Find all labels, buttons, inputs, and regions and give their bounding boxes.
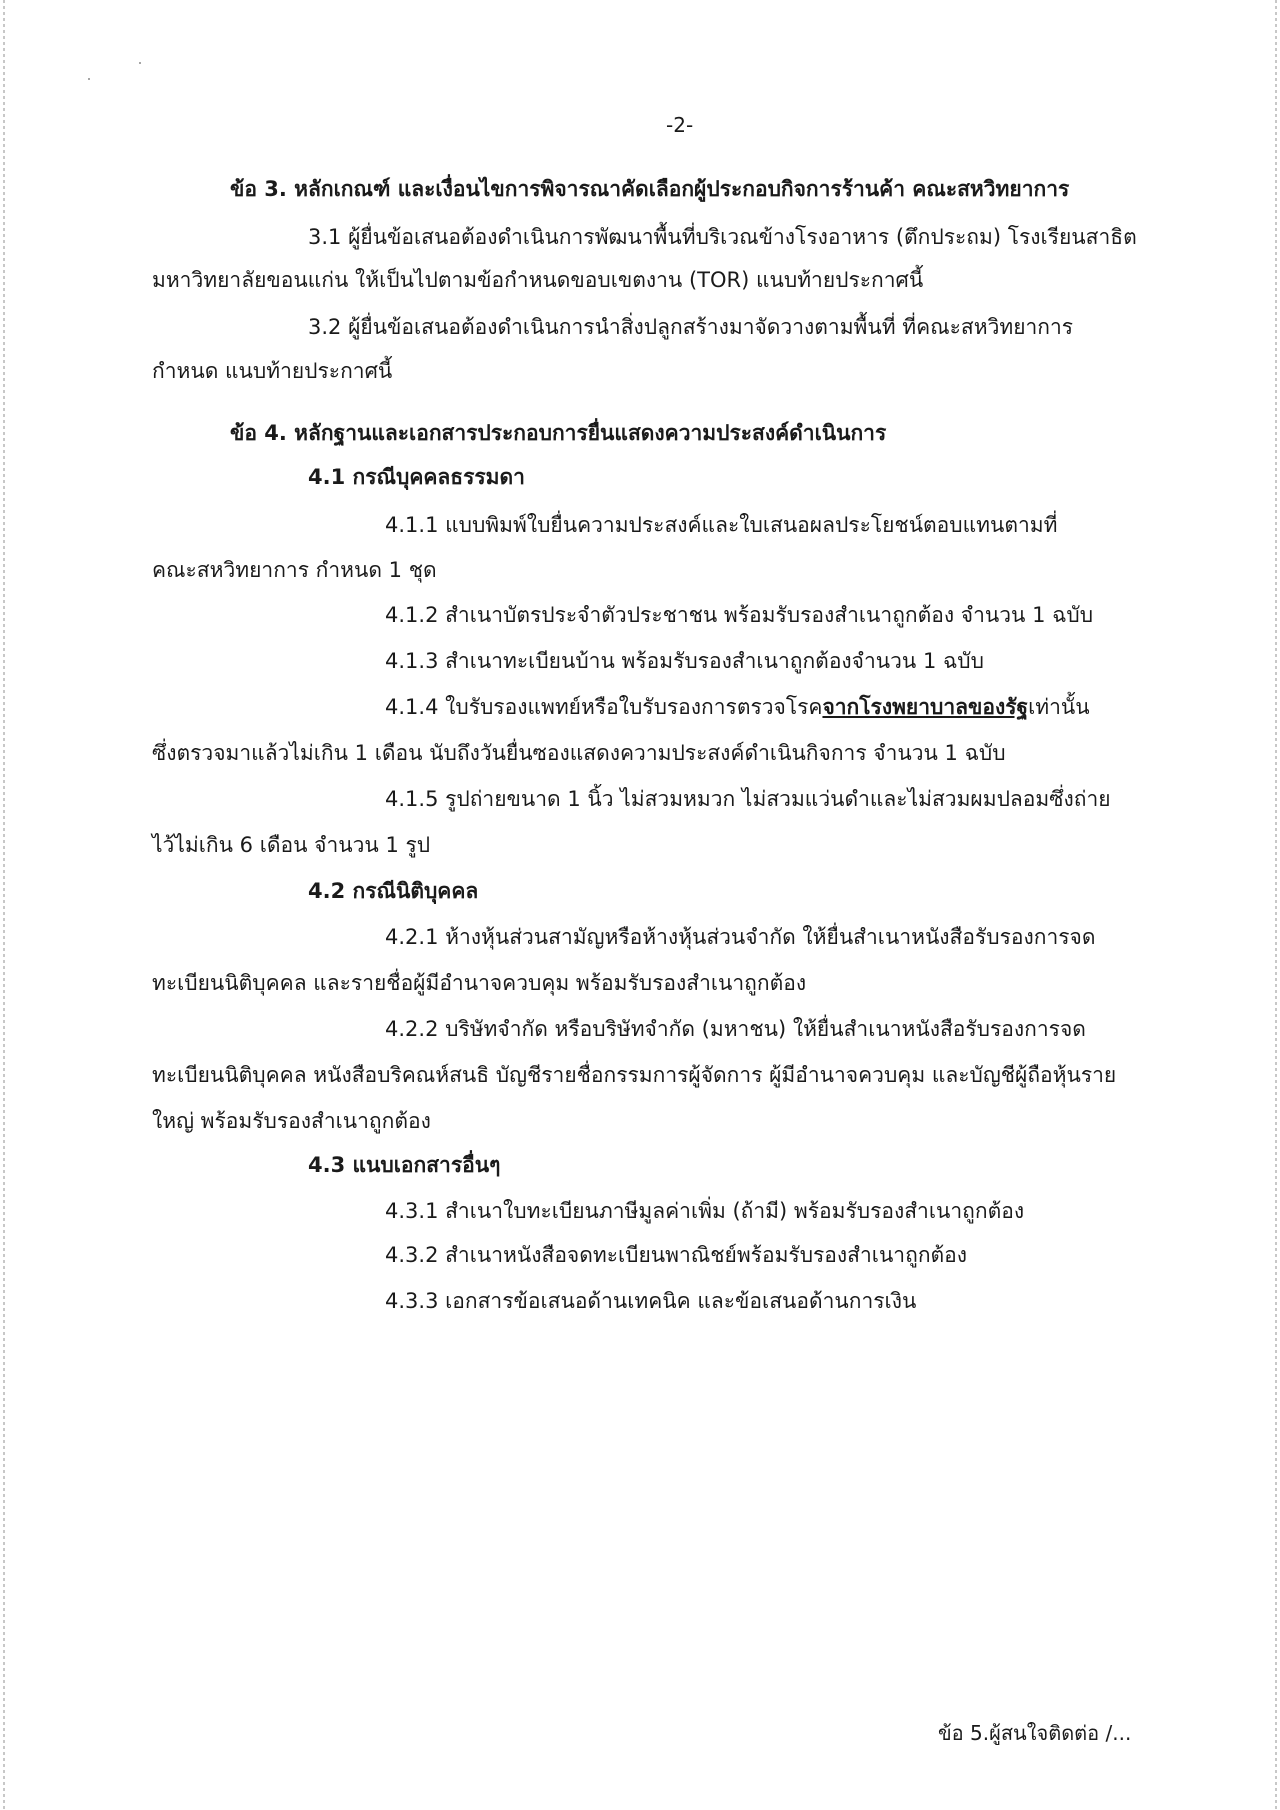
government-hospital-emphasis: จากโรงพยาบาลของรัฐ [822, 695, 1029, 719]
item-3-2-line-1: 3.2 ผู้ยื่นข้อเสนอต้องดำเนินการนำสิ่งปลูกสร้างมาจัดวางตามพื้นที่ ที่คณะสหวิทยาการ [308, 315, 1074, 339]
item-4-1-1-line-2: คณะสหวิทยาการ กำหนด 1 ชุด [152, 558, 437, 582]
item-4-3-2: 4.3.2 สำเนาหนังสือจดทะเบียนพาณิชย์พร้อมรับรองสำเนาถูกต้อง [385, 1243, 968, 1267]
item-4-1-1-line-1: 4.1.1 แบบพิมพ์ใบยื่นความประสงค์และใบเสนอผลประโยชน์ตอบแทนตามที่ [385, 513, 1058, 537]
subsection-4-3-title: 4.3 แนบเอกสารอื่นๆ [308, 1153, 501, 1177]
item-4-2-2-line-1: 4.2.2 บริษัทจำกัด หรือบริษัทจำกัด (มหาชน) ให้ยื่นสำเนาหนังสือรับรองการจด [385, 1017, 1086, 1041]
item-4-1-3: 4.1.3 สำเนาทะเบียนบ้าน พร้อมรับรองสำเนาถูกต้องจำนวน 1 ฉบับ [385, 649, 984, 673]
subsection-4-1-title: 4.1 กรณีบุคคลธรรมดา [308, 465, 525, 489]
item-4-3-1: 4.3.1 สำเนาใบทะเบียนภาษีมูลค่าเพิ่ม (ถ้ามี) พร้อมรับรองสำเนาถูกต้อง [385, 1199, 1025, 1223]
item-4-2-2-line-3: ใหญ่ พร้อมรับรองสำเนาถูกต้อง [152, 1109, 431, 1133]
item-4-2-2-line-2: ทะเบียนนิติบุคคล หนังสือบริคณห์สนธิ บัญชีรายชื่อกรรมการผู้จัดการ ผู้มีอำนาจควบคุม และบัญชีผู้ถือหุ้นราย [152, 1063, 1117, 1087]
footer-continuation-note: ข้อ 5.ผู้สนใจติดต่อ /... [938, 1721, 1132, 1745]
item-3-2-line-2: กำหนด แนบท้ายประกาศนี้ [152, 359, 393, 383]
section-4-heading: ข้อ 4. หลักฐานและเอกสารประกอบการยื่นแสดงความประสงค์ดำเนินการ [230, 421, 887, 445]
item-4-1-2: 4.1.2 สำเนาบัตรประจำตัวประชาชน พร้อมรับรองสำเนาถูกต้อง จำนวน 1 ฉบับ [385, 603, 1094, 627]
item-4-1-4-line-2: ซึ่งตรวจมาแล้วไม่เกิน 1 เดือน นับถึงวันยื่นซองแสดงความประสงค์ดำเนินกิจการ จำนวน 1 ฉบับ [152, 741, 1006, 765]
page-number: -2- [666, 113, 694, 137]
item-4-1-4-prefix: 4.1.4 ใบรับรองแพทย์หรือใบรับรองการตรวจโรค [385, 695, 823, 719]
item-3-1-line-1: 3.1 ผู้ยื่นข้อเสนอต้องดำเนินการพัฒนาพื้นที่บริเวณข้างโรงอาหาร (ตึกประถม) โรงเรียนสาธิต [308, 225, 1137, 249]
item-4-1-4-suffix: เท่านั้น [1028, 695, 1090, 719]
item-3-1-line-2: มหาวิทยาลัยขอนแก่น ให้เป็นไปตามข้อกำหนดขอบเขตงาน (TOR) แนบท้ายประกาศนี้ [152, 268, 924, 292]
scan-dust-mark [139, 62, 141, 64]
item-4-2-1-line-1: 4.2.1 ห้างหุ้นส่วนสามัญหรือห้างหุ้นส่วนจำกัด ให้ยื่นสำเนาหนังสือรับรองการจด [385, 925, 1096, 949]
item-4-2-1-line-2: ทะเบียนนิติบุคคล และรายชื่อผู้มีอำนาจควบคุม พร้อมรับรองสำเนาถูกต้อง [152, 971, 807, 995]
scan-edge-left [3, 0, 5, 1810]
scan-edge-right [1275, 0, 1277, 1810]
item-4-1-5-line-2: ไว้ไม่เกิน 6 เดือน จำนวน 1 รูป [152, 833, 431, 857]
subsection-4-2-title: 4.2 กรณีนิติบุคคล [308, 879, 479, 903]
scan-dust-mark [88, 78, 90, 80]
section-3-heading: ข้อ 3. หลักเกณฑ์ และเงื่อนไขการพิจารณาคัดเลือกผู้ประกอบกิจการร้านค้า คณะสหวิทยาการ [230, 177, 1070, 201]
item-4-1-4-line-1 [385, 692, 1090, 722]
item-4-3-3: 4.3.3 เอกสารข้อเสนอด้านเทคนิค และข้อเสนอด้านการเงิน [385, 1289, 917, 1313]
item-4-1-5-line-1: 4.1.5 รูปถ่ายขนาด 1 นิ้ว ไม่สวมหมวก ไม่สวมแว่นดำและไม่สวมผมปลอมซึ่งถ่าย [385, 787, 1111, 811]
